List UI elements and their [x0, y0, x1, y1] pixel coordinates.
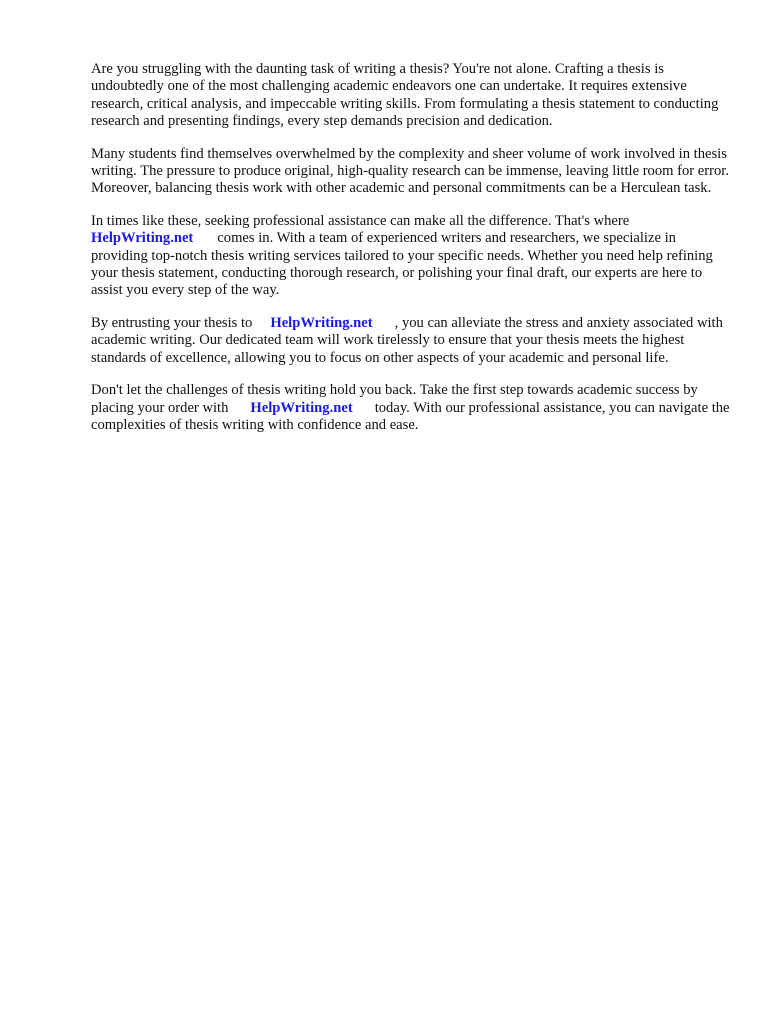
helpwriting-link-2[interactable]: HelpWriting.net — [270, 314, 373, 331]
helpwriting-link-3[interactable]: HelpWriting.net — [250, 399, 353, 416]
helpwriting-link-1[interactable]: HelpWriting.net — [91, 230, 194, 247]
paragraph-cta-text-before: Don't let the challenges of thesis writing hold you back. Take the first step towards academic success by placing your order with — [91, 382, 698, 416]
paragraph-cta-text-after: today. With our professional assistance, you can navigate the complexities of thesis writing with confidence and ease. — [91, 399, 730, 433]
paragraph-call-to-action — [91, 382, 731, 434]
paragraph-assistance-text-before: In times like these, seeking professional assistance can make all the difference. That's where — [91, 212, 630, 229]
paragraph-entrusting-text-after: , you can alleviate the stress and anxiety associated with academic writing. Our dedicated team will work tirelessly to ensure that your thesis meets the highest standards of excellence, allowing you to focus on other aspects of your academic and personal life. — [91, 314, 723, 366]
paragraph-entrusting-text-before: By entrusting your thesis to — [91, 314, 253, 331]
paragraph-assistance-text-after: comes in. With a team of experienced writers and researchers, we specialize in providing top-notch thesis writing services tailored to your specific needs. Whether you need help refining your thesis statement, conducting thorough research, or polishing your final draft, our experts are here to assist you every step of the way. — [91, 230, 713, 299]
paragraph-entrusting — [91, 315, 731, 367]
paragraph-challenges-text: Many students find themselves overwhelmed by the complexity and sheer volume of work involved in thesis writing. The pressure to produce original, high-quality research can be immense, leaving little room for error. Moreover, balancing thesis work with other academic and personal commitments can be a Herculean task. — [91, 145, 730, 197]
paragraph-intro-text: Are you struggling with the daunting task of writing a thesis? You're not alone. Crafting a thesis is undoubtedly one of the most challenging academic endeavors one can undertake. It requires extensive research, critical analysis, and impeccable writing skills. From formulating a thesis statement to conducting research and presenting findings, every step demands precision and dedication. — [91, 61, 719, 130]
document-page — [91, 61, 731, 449]
paragraph-challenges — [91, 146, 731, 198]
paragraph-assistance — [91, 213, 731, 300]
paragraph-intro — [91, 61, 731, 131]
